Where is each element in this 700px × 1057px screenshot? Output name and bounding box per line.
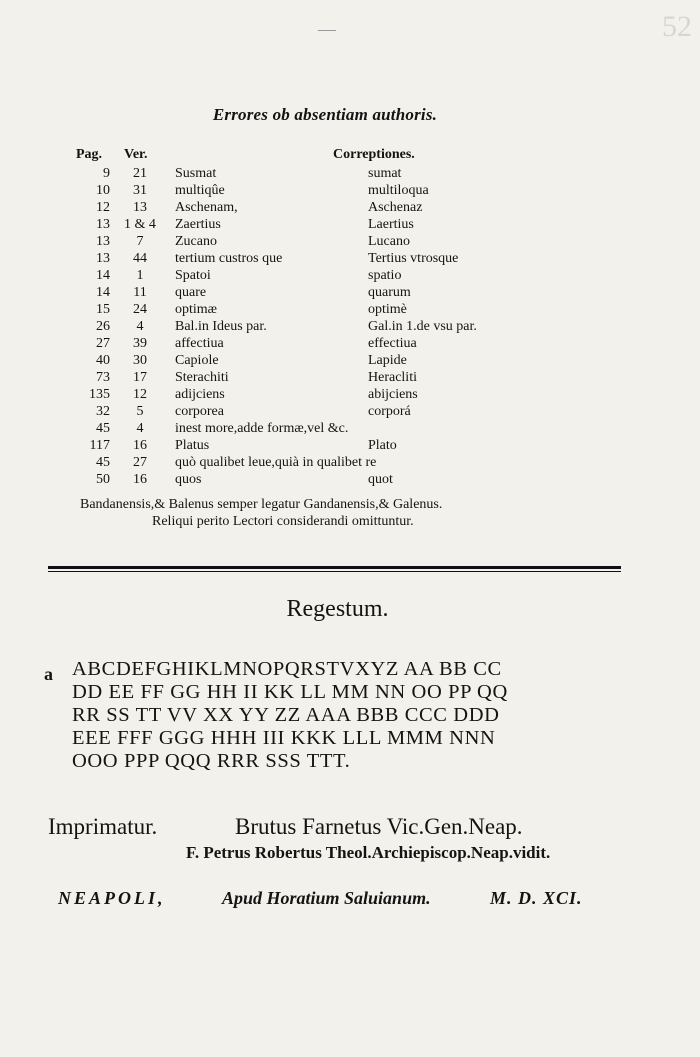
imprimatur-signer-2: F. Petrus Robertus Theol.Archiepiscop.Neap.vidit. xyxy=(186,843,551,862)
regestum-line-3: RR SS TT VV XX YY ZZ AAA BBB CCC DDD xyxy=(72,704,500,726)
errata-ver: 16 xyxy=(133,438,147,453)
errata-ver: 1 & 4 xyxy=(124,217,156,232)
errata-row xyxy=(0,233,700,250)
errata-ver: 17 xyxy=(133,370,147,385)
errata-pag: 45 xyxy=(96,421,110,436)
errata-correction: effectiua xyxy=(368,336,417,351)
errata-pag: 15 xyxy=(96,302,110,317)
errata-correction: optimè xyxy=(368,302,407,317)
errata-correction: spatio xyxy=(368,268,402,283)
errata-pag: 14 xyxy=(96,285,110,300)
errata-ver: 21 xyxy=(133,166,147,181)
errata-correction: Gal.in 1.de vsu par. xyxy=(368,319,477,334)
errata-correction: sumat xyxy=(368,166,402,181)
colophon-year: M. D. XCI. xyxy=(490,888,583,908)
errata-pag: 14 xyxy=(96,268,110,283)
errata-ver: 7 xyxy=(136,234,144,249)
errata-correction: Lapide xyxy=(368,353,407,368)
errata-row xyxy=(0,420,700,437)
errata-correction: multiloqua xyxy=(368,183,429,198)
errata-correction: Aschenaz xyxy=(368,200,423,215)
errata-pag: 10 xyxy=(96,183,110,198)
errata-pag: 117 xyxy=(89,438,110,453)
divider-thick xyxy=(48,566,621,569)
errata-error: Capiole xyxy=(175,353,219,368)
errata-error: adijciens xyxy=(175,387,225,402)
errata-pag: 27 xyxy=(96,336,110,351)
errata-ver: 27 xyxy=(133,455,147,470)
errata-pag: 32 xyxy=(96,404,110,419)
errata-ver: 31 xyxy=(133,183,147,198)
errata-pag: 40 xyxy=(96,353,110,368)
errata-row xyxy=(0,267,700,284)
errata-pag: 13 xyxy=(96,251,110,266)
errata-ver: 13 xyxy=(133,200,147,215)
errata-ver: 11 xyxy=(133,285,147,300)
page-number: 52 xyxy=(662,10,692,43)
errata-error: quos xyxy=(175,472,202,487)
regestum-line-1: ABCDEFGHIKLMNOPQRSTVXYZ AA BB CC xyxy=(72,658,502,680)
errata-row xyxy=(0,284,700,301)
errata-pag: 13 xyxy=(96,217,110,232)
errata-row xyxy=(0,301,700,318)
errata-ver: 5 xyxy=(136,404,144,419)
imprimatur-word: Imprimatur. xyxy=(48,814,158,839)
errata-correction: Tertius vtrosque xyxy=(368,251,459,266)
errata-error: multiqûe xyxy=(175,183,225,198)
errata-pag: 135 xyxy=(89,387,110,402)
errata-row xyxy=(0,318,700,335)
errata-correction: Heracliti xyxy=(368,370,417,385)
column-header-corrections: Correptiones. xyxy=(333,147,415,162)
errata-pag: 45 xyxy=(96,455,110,470)
errata-note-1: Bandanensis,& Balenus semper legatur Gandanensis,& Galenus. xyxy=(80,497,443,512)
errata-row xyxy=(0,216,700,233)
errata-correction: abijciens xyxy=(368,387,418,402)
errata-error: Zucano xyxy=(175,234,217,249)
errata-ver: 39 xyxy=(133,336,147,351)
colophon-city: NEAPOLI, xyxy=(58,888,166,908)
errata-pag: 50 xyxy=(96,472,110,487)
imprimatur-signer-1: Brutus Farnetus Vic.Gen.Neap. xyxy=(235,814,523,839)
errata-ver: 4 xyxy=(136,421,144,436)
errata-title: Errores ob absentiam authoris. xyxy=(212,105,438,124)
errata-error: inest more,adde formæ,vel &c. xyxy=(175,421,349,436)
errata-correction: quarum xyxy=(368,285,411,300)
column-header-pag: Pag. xyxy=(76,147,103,162)
errata-error: quare xyxy=(175,285,207,300)
errata-error: Spatoi xyxy=(175,268,211,283)
errata-pag: 13 xyxy=(96,234,110,249)
errata-row xyxy=(0,182,700,199)
errata-ver: 4 xyxy=(136,319,144,334)
errata-pag: 12 xyxy=(96,200,110,215)
errata-row xyxy=(0,250,700,267)
errata-row xyxy=(0,454,700,471)
errata-correction: Lucano xyxy=(368,234,410,249)
errata-row xyxy=(0,165,700,182)
errata-ver: 24 xyxy=(133,302,147,317)
errata-row xyxy=(0,386,700,403)
errata-pag: 26 xyxy=(96,319,110,334)
regestum-line-5: OOO PPP QQQ RRR SSS TTT. xyxy=(72,750,351,772)
errata-row xyxy=(0,471,700,488)
errata-correction: Plato xyxy=(368,438,397,453)
errata-error: Aschenam, xyxy=(175,200,238,215)
regestum-title: Regestum. xyxy=(286,596,389,622)
errata-row xyxy=(0,369,700,386)
errata-error: Bal.in Ideus par. xyxy=(175,319,267,334)
colophon-printer: Apud Horatium Saluianum. xyxy=(222,888,431,908)
errata-error: tertium custros que xyxy=(175,251,283,266)
column-header-ver: Ver. xyxy=(124,147,148,162)
divider-thin xyxy=(48,571,621,572)
errata-ver: 1 xyxy=(136,268,144,283)
top-mark xyxy=(318,30,336,31)
errata-ver: 12 xyxy=(133,387,147,402)
errata-error: Sterachiti xyxy=(175,370,229,385)
errata-row xyxy=(0,199,700,216)
errata-row xyxy=(0,403,700,420)
errata-pag: 73 xyxy=(96,370,110,385)
errata-error: affectiua xyxy=(175,336,224,351)
regestum-marker: a xyxy=(44,664,53,684)
errata-ver: 30 xyxy=(133,353,147,368)
errata-correction: Laertius xyxy=(368,217,414,232)
errata-row xyxy=(0,335,700,352)
regestum-line-4: EEE FFF GGG HHH III KKK LLL MMM NNN xyxy=(72,727,496,749)
regestum-line-2: DD EE FF GG HH II KK LL MM NN OO PP QQ xyxy=(72,681,508,703)
errata-ver: 44 xyxy=(133,251,147,266)
errata-error: Platus xyxy=(175,438,210,453)
errata-ver: 16 xyxy=(133,472,147,487)
errata-error: optimæ xyxy=(175,302,218,317)
errata-row xyxy=(0,437,700,454)
errata-note-2: Reliqui perito Lectori considerandi omittuntur. xyxy=(152,514,414,529)
errata-row xyxy=(0,352,700,369)
errata-correction: quot xyxy=(368,472,393,487)
errata-error: corporea xyxy=(175,404,224,419)
errata-pag: 9 xyxy=(103,166,110,181)
errata-error: quò qualibet leue,quià in qualibet re xyxy=(175,455,377,470)
errata-correction: corporá xyxy=(368,404,411,419)
errata-error: Zaertius xyxy=(175,217,221,232)
errata-error: Susmat xyxy=(175,166,217,181)
